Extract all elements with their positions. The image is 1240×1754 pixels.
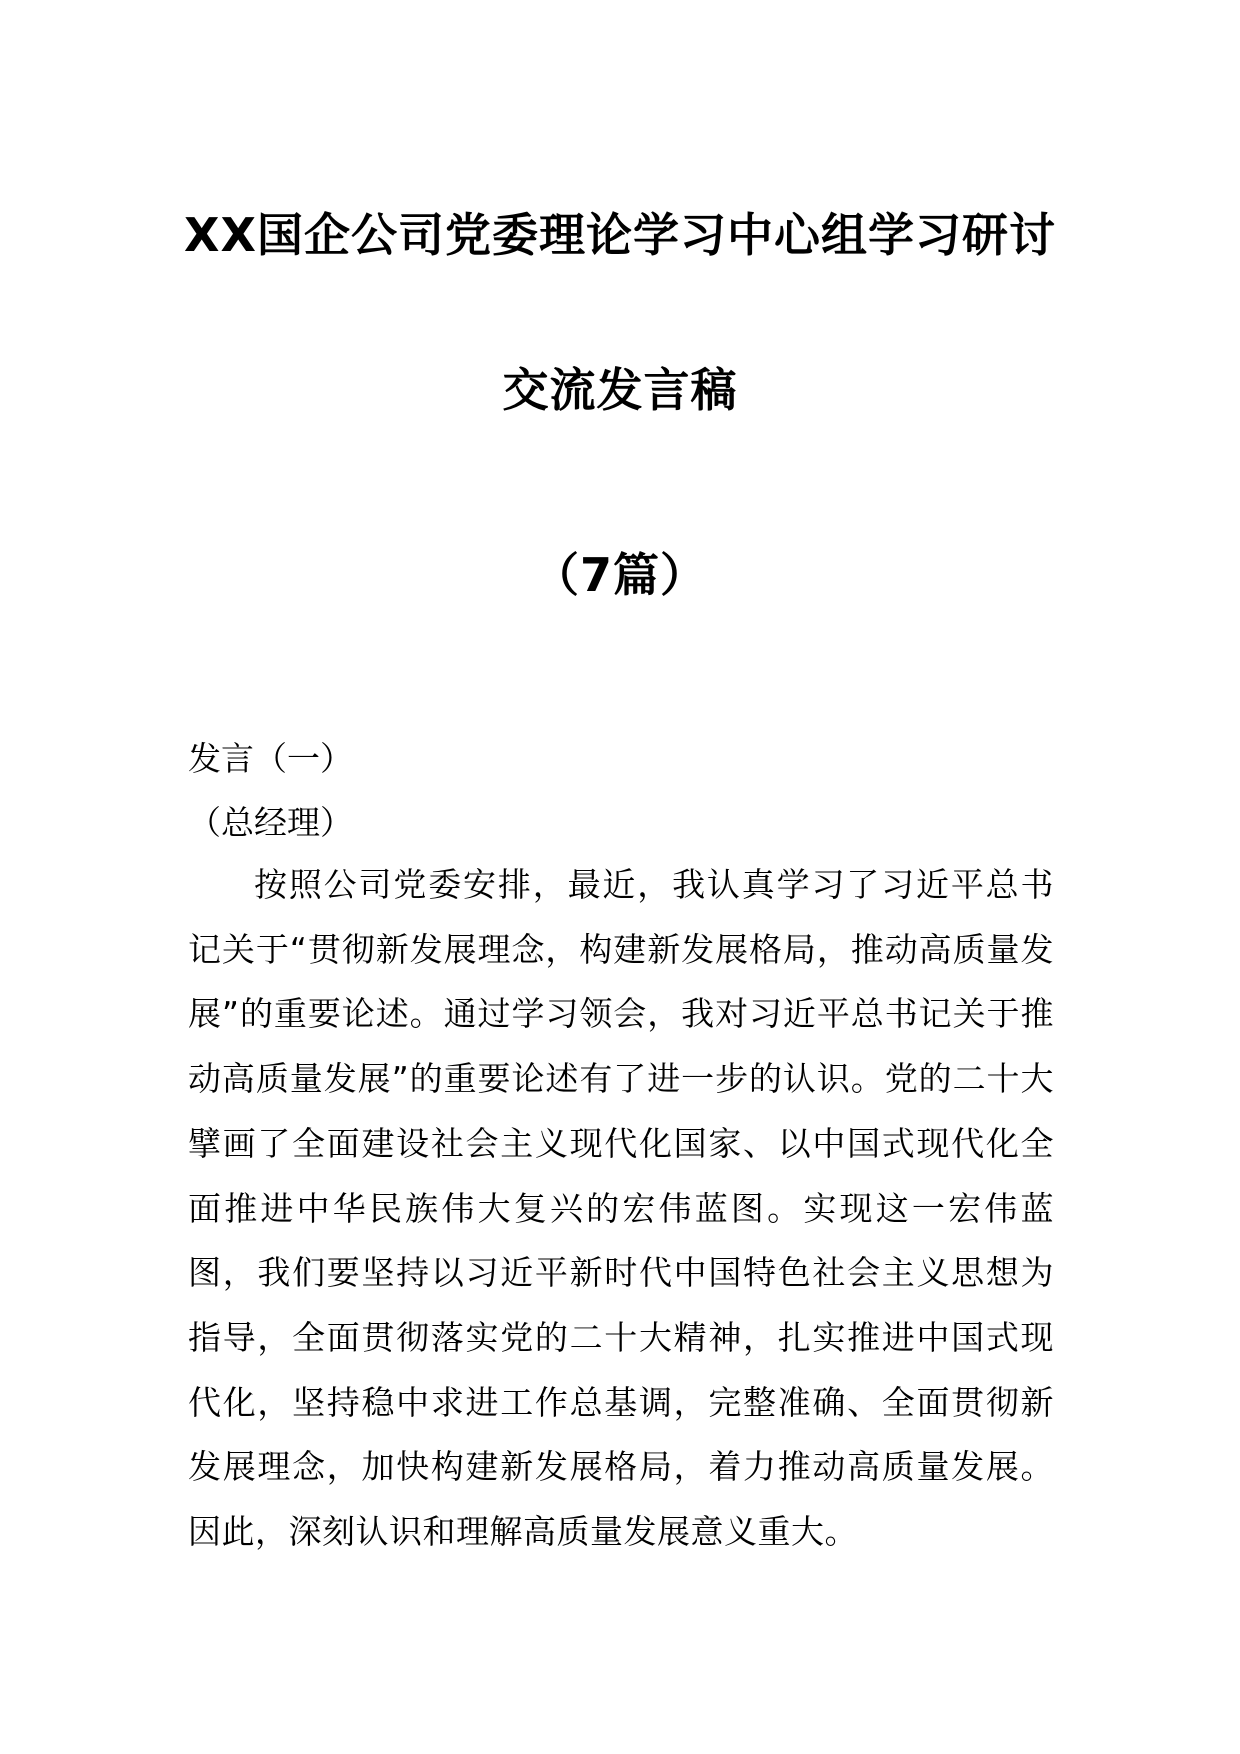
speaker-role: （总经理）: [188, 803, 353, 842]
document-title-count: （7篇）: [532, 548, 707, 602]
body-paragraph: 按照公司党委安排，最近，我认真学习了习近平总书记关于“贯彻新发展理念，构建新发展格局，推动高质量发展”的重要论述。通过学习领会，我对习近平总书记关于推动高质量发展”的重要论述有了进一步的认识。党的二十大擘画了全面建设社会主义现代化国家、以中国式现代化全面推进中华民族伟大复兴的宏伟蓝图。实现这一宏伟蓝图，我们要坚持以习近平新时代中国特色社会主义思想为指导，全面贯彻落实党的二十大精神，扎实推进中国式现代化，坚持稳中求进工作总基调，完整准确、全面贯彻新发展理念，加快构建新发展格局，着力推动高质量发展。因此，深刻认识和理解高质量发展意义重大。: [188, 865, 1054, 1552]
section-heading: 发言（一）: [188, 739, 353, 778]
document-title-line-2: 交流发言稿: [502, 363, 738, 417]
document-title-line-1: XX国企公司党委理论学习中心组学习研讨: [184, 208, 1056, 262]
